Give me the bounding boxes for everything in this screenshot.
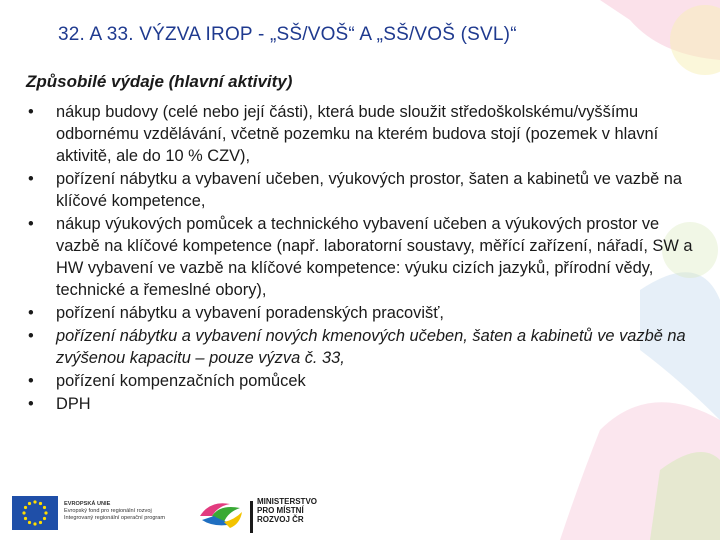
bullet-icon: • [28,372,34,390]
list-item: • nákup budovy (celé nebo její části), která bude sloužit středoškolskému/vyššímu odbornému vzdělávání, včetně pozemku na kterém budova stojí (pozemek v hlavní aktivitě, ale do 10 % CZV), [28,103,659,165]
eu-program: Integrovaný regionální operační program [64,515,166,521]
bullet-icon: • [28,395,34,413]
bullet-icon: • [28,327,34,345]
bullet-icon: • [28,304,34,322]
eu-name: EVROPSKÁ UNIE [64,501,111,507]
list-item: • pořízení nábytku a vybavení nových kmenových učeben, šaten a kabinetů ve vazbě na zvýšenou kapacitu – pouze výzva č. 33, [28,327,686,367]
mmr-logo-text [257,497,317,524]
slide-title: 32. A 33. VÝZVA IROP - „SŠ/VOŠ“ A „SŠ/VOŠ (SVL)“ [58,24,517,45]
mmr-line-1: MINISTERSTVO [257,497,318,506]
list-item: • pořízení nábytku a vybavení poradenských pracovišť, [28,304,444,322]
list-item: • nákup výukových pomůcek a technického vybavení učeben a výukových prostor ve vazbě na klíčové kompetence (např. laboratorní soustavy, měřící zařízení, nářadí, SW a HW vybavení ve vazbě na klíčové kompetence: výuku cizích jazyků, přírodní vědy, technické a řemeslné obory), [28,215,693,299]
eu-flag-icon [12,496,58,530]
bullet-icon: • [28,103,34,121]
section-heading: Způsobilé výdaje (hlavní aktivity) [26,72,293,91]
bullet-icon: • [28,215,34,233]
mmr-line-2: PRO MÍSTNÍ [257,506,304,515]
list-item: • pořízení kompenzačních pomůcek [28,372,306,390]
irop-logo-icon [190,494,248,534]
list-item: • pořízení nábytku a vybavení učeben, výukových prostor, šaten a kabinetů ve vazbě na klíčové kompetence, [28,170,682,210]
eu-fund: Evropský fond pro regionální rozvoj [64,508,152,514]
eu-logo-text [64,501,184,522]
bullet-list [26,101,706,416]
list-item: • DPH [28,395,91,413]
mmr-line-3: ROZVOJ ČR [257,515,304,524]
bullet-icon: • [28,170,34,188]
